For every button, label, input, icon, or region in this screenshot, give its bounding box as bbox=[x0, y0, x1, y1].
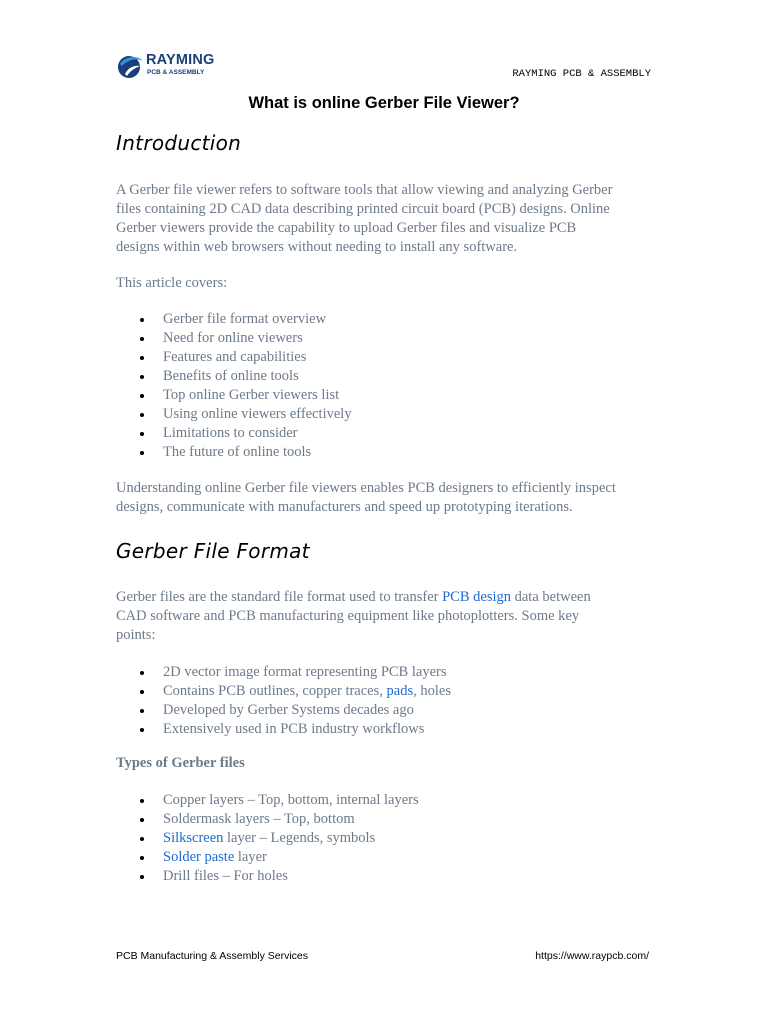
bullet-icon bbox=[140, 356, 144, 360]
list-item: Drill files – For holes bbox=[116, 867, 419, 886]
heading-introduction: Introduction bbox=[116, 131, 242, 155]
key-points-list bbox=[116, 663, 451, 739]
solder-paste-link[interactable]: Solder paste bbox=[163, 849, 235, 865]
paragraph-line: Understanding online Gerber file viewers enables PCB designers to efficiently inspect bbox=[116, 480, 616, 496]
list-item: Top online Gerber viewers list bbox=[116, 386, 352, 405]
list-item: Copper layers – Top, bottom, internal layers bbox=[116, 791, 419, 810]
bullet-icon bbox=[140, 337, 144, 341]
silkscreen-link[interactable]: Silkscreen bbox=[163, 830, 224, 846]
list-item: Benefits of online tools bbox=[116, 367, 352, 386]
covers-label: This article covers: bbox=[116, 275, 228, 291]
logo-name: RAYMING bbox=[146, 52, 215, 68]
bullet-icon bbox=[140, 375, 144, 379]
list-item: Solder paste layer bbox=[116, 848, 419, 867]
pads-link[interactable]: pads bbox=[386, 683, 414, 699]
paragraph-line: A Gerber file viewer refers to software tools that allow viewing and analyzing Gerber bbox=[116, 182, 613, 198]
footer-website-url[interactable]: https://www.raypcb.com/ bbox=[535, 950, 649, 962]
intro-summary-paragraph bbox=[116, 479, 656, 517]
list-item: Contains PCB outlines, copper traces, pads, holes bbox=[116, 682, 451, 701]
types-list bbox=[116, 791, 419, 886]
paragraph-line: Gerber files are the standard file format used to transfer PCB design data between bbox=[116, 589, 591, 605]
bullet-icon bbox=[140, 690, 144, 694]
paragraph-line: designs, communicate with manufacturers and speed up prototyping iterations. bbox=[116, 499, 573, 515]
rayming-logo bbox=[116, 50, 216, 82]
list-item: Limitations to consider bbox=[116, 424, 352, 443]
document-title: What is online Gerber File Viewer? bbox=[248, 94, 520, 112]
heading-types-of-gerber-files: Types of Gerber files bbox=[116, 755, 245, 771]
list-item: Soldermask layers – Top, bottom bbox=[116, 810, 419, 829]
bullet-icon bbox=[140, 671, 144, 675]
paragraph-line: files containing 2D CAD data describing printed circuit board (PCB) designs. Online bbox=[116, 201, 610, 217]
paragraph-line: CAD software and PCB manufacturing equipment like photoplotters. Some key bbox=[116, 608, 580, 624]
paragraph-line: points: bbox=[116, 627, 156, 643]
format-paragraph bbox=[116, 588, 656, 645]
header-company-name: RAYMING PCB & ASSEMBLY bbox=[512, 68, 651, 80]
bullet-icon bbox=[140, 837, 144, 841]
logo-subtitle: PCB & ASSEMBLY bbox=[147, 69, 205, 76]
pcb-design-link[interactable]: PCB design bbox=[442, 589, 511, 605]
list-item: Features and capabilities bbox=[116, 348, 352, 367]
bullet-icon bbox=[140, 394, 144, 398]
footer-services-text: PCB Manufacturing & Assembly Services bbox=[116, 950, 308, 962]
bullet-icon bbox=[140, 875, 144, 879]
bullet-icon bbox=[140, 451, 144, 455]
list-item: 2D vector image format representing PCB layers bbox=[116, 663, 451, 682]
rayming-logo-icon bbox=[116, 52, 144, 80]
list-item: Gerber file format overview bbox=[116, 310, 352, 329]
bullet-icon bbox=[140, 856, 144, 860]
list-item: Extensively used in PCB industry workflows bbox=[116, 720, 451, 739]
covers-list bbox=[116, 310, 352, 462]
list-item: Using online viewers effectively bbox=[116, 405, 352, 424]
bullet-icon bbox=[140, 318, 144, 322]
list-item: Developed by Gerber Systems decades ago bbox=[116, 701, 451, 720]
list-item: The future of online tools bbox=[116, 443, 352, 462]
bullet-icon bbox=[140, 432, 144, 436]
list-item: Silkscreen layer – Legends, symbols bbox=[116, 829, 419, 848]
bullet-icon bbox=[140, 728, 144, 732]
heading-gerber-file-format: Gerber File Format bbox=[116, 539, 310, 563]
bullet-icon bbox=[140, 709, 144, 713]
list-item: Need for online viewers bbox=[116, 329, 352, 348]
bullet-icon bbox=[140, 799, 144, 803]
bullet-icon bbox=[140, 413, 144, 417]
intro-paragraph bbox=[116, 181, 656, 257]
bullet-icon bbox=[140, 818, 144, 822]
paragraph-line: designs within web browsers without needing to install any software. bbox=[116, 239, 518, 255]
paragraph-line: Gerber viewers provide the capability to upload Gerber files and visualize PCB bbox=[116, 220, 577, 236]
